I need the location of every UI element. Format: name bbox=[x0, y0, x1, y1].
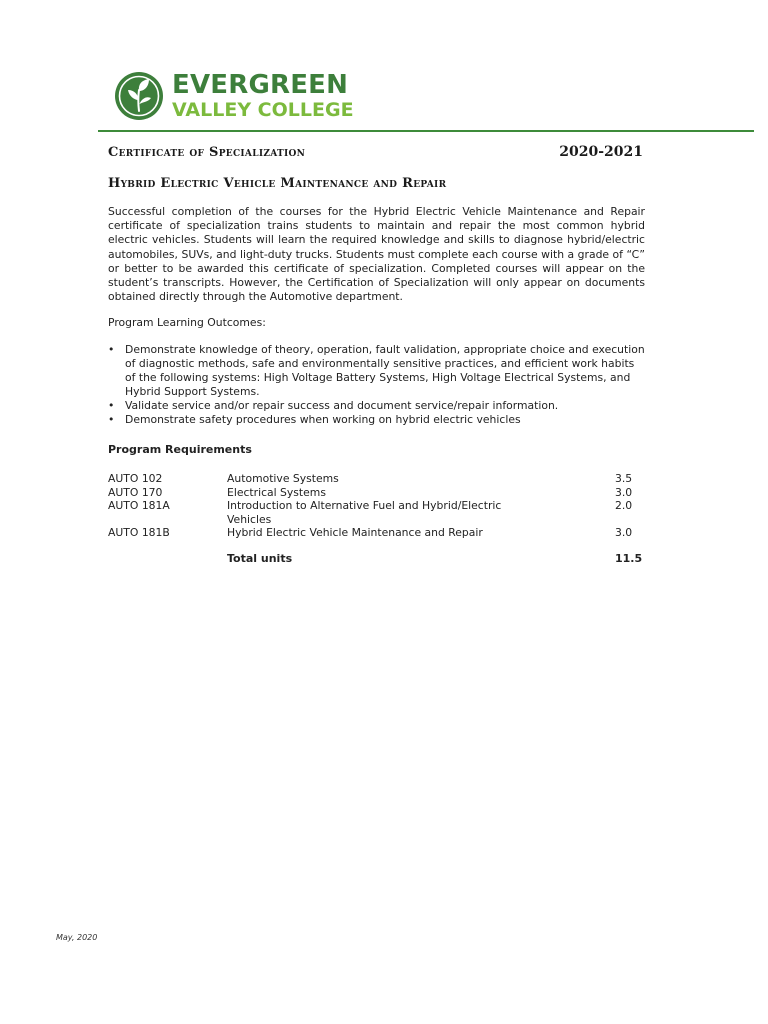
table-row bbox=[108, 486, 644, 500]
header-divider bbox=[98, 130, 754, 132]
requirements-title: Program Requirements bbox=[108, 443, 252, 456]
course-title: Electrical Systems bbox=[227, 485, 326, 499]
table-row bbox=[108, 499, 644, 526]
certificate-heading bbox=[108, 144, 643, 160]
certificate-type: Certificate of Specialization bbox=[108, 145, 306, 160]
leaf-circle-icon bbox=[114, 71, 164, 121]
course-units: 2.0 bbox=[615, 499, 633, 513]
table-row bbox=[108, 472, 644, 486]
total-spacer bbox=[108, 552, 227, 565]
course-title: Introduction to Alternative Fuel and Hybrid/Electric Vehicles bbox=[227, 499, 502, 526]
outcome-item: • Demonstrate knowledge of theory, operation, fault validation, appropriate choice and execution of diagnostic methods, safe and environmentally sensitive practices, and efficient work habits of the following systems: High Voltage Battery Systems, High Voltage Electrical Systems, and Hybrid Support Systems. bbox=[108, 343, 645, 399]
outcome-item: • Demonstrate safety procedures when working on hybrid electric vehicles bbox=[108, 413, 645, 427]
course-title: Hybrid Electric Vehicle Maintenance and Repair bbox=[227, 526, 483, 540]
course-units: 3.0 bbox=[615, 526, 633, 540]
logo-line-valley-college: VALLEY COLLEGE bbox=[172, 98, 354, 121]
learning-outcomes-list bbox=[108, 343, 645, 427]
logo-line-evergreen: EVERGREEN bbox=[172, 69, 349, 100]
course-units: 3.5 bbox=[615, 472, 633, 485]
course-code: AUTO 181B bbox=[108, 526, 170, 540]
outcome-item: • Validate service and/or repair success and document service/repair information. bbox=[108, 399, 645, 413]
table-row bbox=[108, 526, 644, 540]
course-code: AUTO 170 bbox=[108, 485, 163, 499]
footer-date: May, 2020 bbox=[56, 933, 98, 942]
logo-wordmark bbox=[172, 69, 354, 121]
course-code: AUTO 102 bbox=[108, 472, 163, 485]
total-units-value: 11.5 bbox=[615, 551, 643, 565]
academic-year: 2020-2021 bbox=[559, 144, 643, 160]
program-title: Hybrid Electric Vehicle Maintenance and Repair bbox=[108, 176, 447, 191]
course-requirements-table bbox=[108, 472, 644, 565]
program-description: Successful completion of the courses for the Hybrid Electric Vehicle Maintenance and Repair certificate of specialization trains students to maintain and repair the most common hybrid electric vehicles. Students will learn the required knowledge and skills to diagnose hybrid/electric automobiles, SUVs, and light-duty trucks. Students must complete each course with a grade of “C” or better to be awarded this certificate of specialization. Completed courses will appear on the student’s transcripts. However, the Certification of Specialization will only appear on documents obtained directly through the Automotive department. bbox=[108, 205, 645, 304]
total-units-label: Total units bbox=[227, 551, 293, 565]
course-code: AUTO 181A bbox=[108, 499, 170, 513]
course-title: Automotive Systems bbox=[227, 472, 339, 485]
outcomes-label: Program Learning Outcomes: bbox=[108, 316, 266, 329]
college-logo bbox=[114, 70, 354, 122]
course-units: 3.0 bbox=[615, 485, 633, 499]
total-units-row bbox=[108, 552, 644, 565]
